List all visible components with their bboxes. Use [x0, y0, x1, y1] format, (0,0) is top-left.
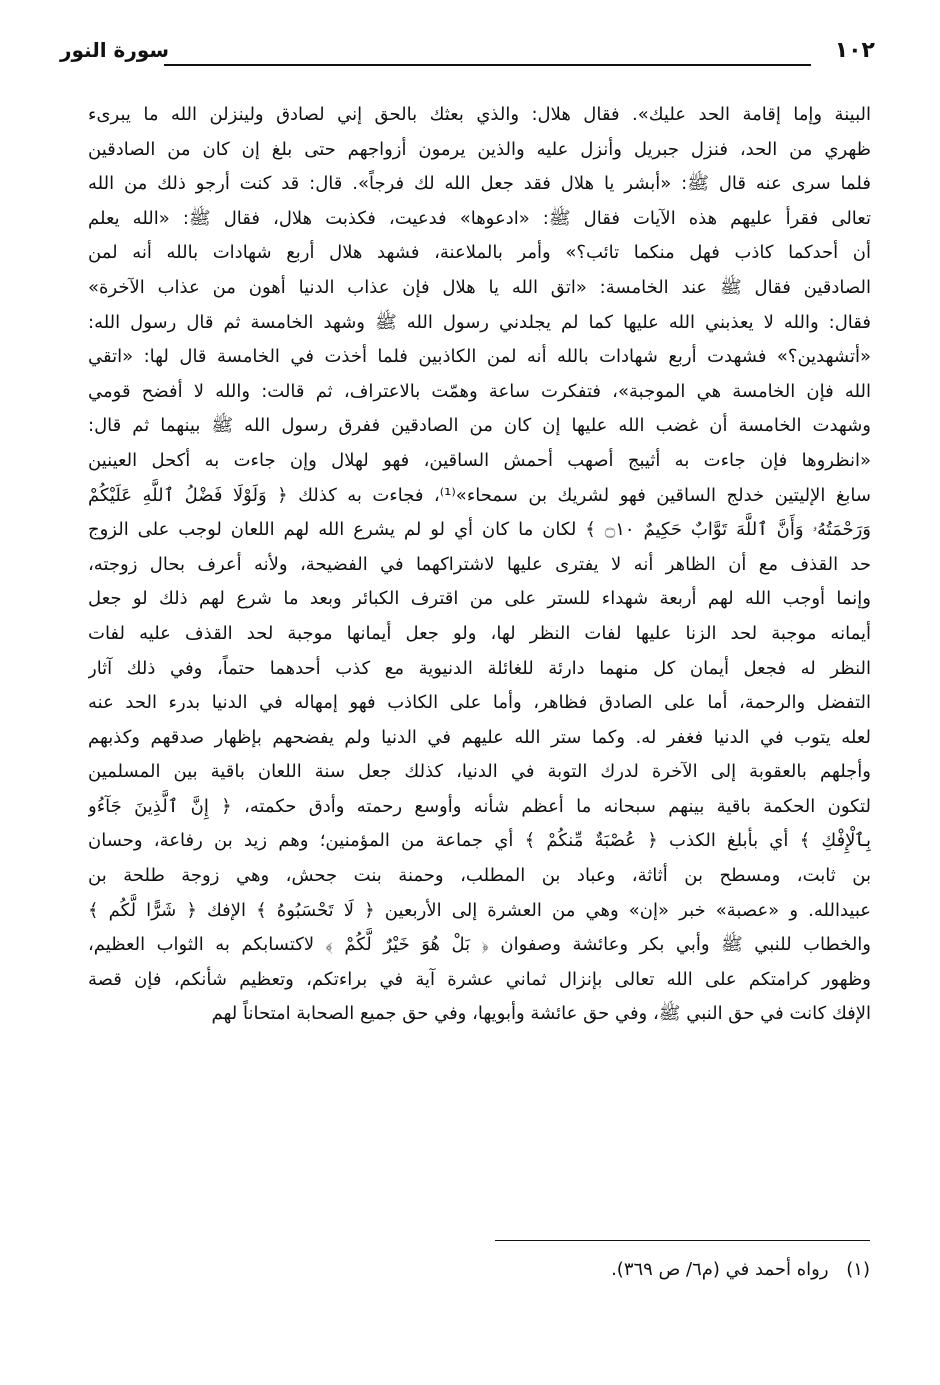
text-line: وظهور كرامتكم على الله تعالى بإنزال ثماني عشرة آية في براءتكم، وتعظيم شأنكم، فإن قصة — [88, 968, 871, 990]
text-line: بِٱلْإِفْكِ ﴾ أي بأبلغ الكذب ﴿ عُصْبَةٌ مِّنكُمْ ﴾ أي جماعة من المؤمنين؛ وهم زيد بن رفاعة، وحسان — [88, 830, 871, 852]
text-line: ظهري من الحد، فنزل جبريل وأنزل عليه والذين يرمون أزواجهم حتى بلغ إن كان من الصادقين — [88, 138, 871, 160]
text-line: أن أحدكما كاذب فهل منكما تائب؟» وأمر بالملاعنة، فشهد هلال أربع شهادات بالله أنه لمن — [88, 242, 871, 264]
text-line: الإفك كانت في حق النبي ﷺ، وفي حق عائشة وأبويها، وفي حق جميع الصحابة امتحاناً لهم — [211, 1003, 871, 1025]
text-line: الله فإن الخامسة هي الموجبة»، فتفكرت ساعة وهمّت بالاعتراف، ثم قالت: والله لا أفضح قومي — [88, 380, 871, 402]
text-line: عبيدالله. و «عصبة» خبر «إن» وهي من العشرة إلى الأربعين ﴿ لَا تَحْسَبُوهُ ﴾ الإفك ﴿ شَرًّا لَّكُم ﴾ — [88, 899, 871, 921]
page-number: ١٠٢ — [834, 38, 875, 63]
text-line: بن ثابت، ومسطح بن أثاثة، وعباد بن المطلب، وحمنة بنت جحش، وهي زوجة طلحة بن — [88, 865, 871, 887]
text-line: سابغ الإليتين خدلج الساقين فهو لشريك بن سمحاء»⁽¹⁾، فجاءت به كذلك ﴿ وَلَوْلَا فَضْلُ ٱللَّهِ عَلَيْكُمْ — [88, 484, 871, 506]
text-line: وَرَحْمَتُهُۥ وَأَنَّ ٱللَّهَ تَوَّابٌ حَكِيمٌ ۝١٠ ﴾ لكان ما كان أي لو لم يشرع الله لهم اللعان لوجب على الزوج — [88, 519, 871, 541]
text-line: وأجلهم بالعقوبة إلى الآخرة لدرك التوبة في الدنيا، كذلك جعل سنة اللعان باقية بين المسلمين — [88, 761, 871, 783]
footnote — [170, 1255, 870, 1285]
text-line: التفضل والرحمة، أما على الصادق فظاهر، وأما على الكاذب فهو إمهاله في الدنيا بدرء الحد عنه — [88, 692, 871, 714]
text-line: وشهدت الخامسة أن غضب الله عليها إن كان من الصادقين ففرق رسول الله ﷺ بينهما ثم قال: — [88, 415, 871, 437]
text-line: تعالى فقرأ عليهم هذه الآيات فقال ﷺ: «ادعوها» فدعيت، فكذبت هلال، فقال ﷺ: «الله يعلم — [88, 207, 871, 229]
footnote-rule — [495, 1240, 870, 1241]
text-line: فلما سرى عنه قال ﷺ: «أبشر يا هلال فقد جعل الله لك فرجاً». قال: قد كنت أرجو ذلك من الله — [88, 173, 871, 195]
text-line: البينة وإما إقامة الحد عليك». فقال هلال: والذي بعثك بالحق إني لصادق ولينزلن الله ما يبرىء — [88, 104, 871, 125]
text-line: «أتشهدين؟» فشهدت أربع شهادات بالله أنه لمن الكاذبين فلما أخذت في الخامسة قال لها: «اتقي — [88, 346, 871, 368]
text-line: أيمانه موجبة لحد الزنا عليها لفات النظر لها، ولو جعل أيمانها موجبة لحد القذف عليه لفات — [88, 622, 871, 644]
text-line: «انظروها فإن جاءت به أثيبج أصهب أحمش الساقين، فهو لهلال وإن جاءت به أكحل العينين — [88, 449, 871, 471]
text-line: لتكون الحكمة باقية بينهم سبحانه ما أعظم شأنه وأوسع رحمته وأدق حكمته، ﴿ إِنَّ ٱلَّذِينَ جَآءُو — [88, 795, 871, 817]
footnote-marker: (١) — [846, 1259, 870, 1280]
surah-title: سورة النور — [60, 38, 170, 62]
text-line: الصادقين فقال ﷺ عند الخامسة: «اتق الله يا هلال فإن عذاب الدنيا أهون من عذاب الآخرة» — [88, 276, 871, 298]
text-line: وإنما أوجب الله لهم أربعة شهداء للستر على من اقترف الكبائر وبعد ما شرع لهم ذلك لو جعل — [88, 588, 871, 610]
text-line: فقال: والله لا يعذبني الله عليها كما لم يجلدني رسول الله ﷺ وشهد الخامسة ثم قال رسول الله: — [88, 311, 871, 333]
text-line: النظر له فجعل أيمان كل منهما دارئة للغائلة الدنيوية مع كذب أحدهما حتماً، وفي ذلك آثار — [88, 657, 871, 679]
text-line: والخطاب للنبي ﷺ وأبي بكر وعائشة وصفوان ﴿ بَلْ هُوَ خَيْرٌ لَّكُمْ ﴾ لاكتسابكم به الثواب العظيم، — [88, 934, 871, 956]
page-header — [60, 38, 875, 72]
footnote-text: رواه أحمد في (م٦/ ص ٣٦٩). — [611, 1259, 829, 1280]
text-line: لعله يتوب في الدنيا فغفر له. وكما ستر الله عليهم في الدنيا ولم يفضحهم بإظهار صدقهم وكذبهم — [88, 726, 871, 748]
header-rule — [164, 64, 811, 66]
body-text — [88, 98, 871, 1032]
text-line: حد القذف مع أن الظاهر أنه لا يفترى عليها لاشتراكهما في الفضيحة، ولأنه أعرف بحال زوجته، — [88, 553, 871, 575]
